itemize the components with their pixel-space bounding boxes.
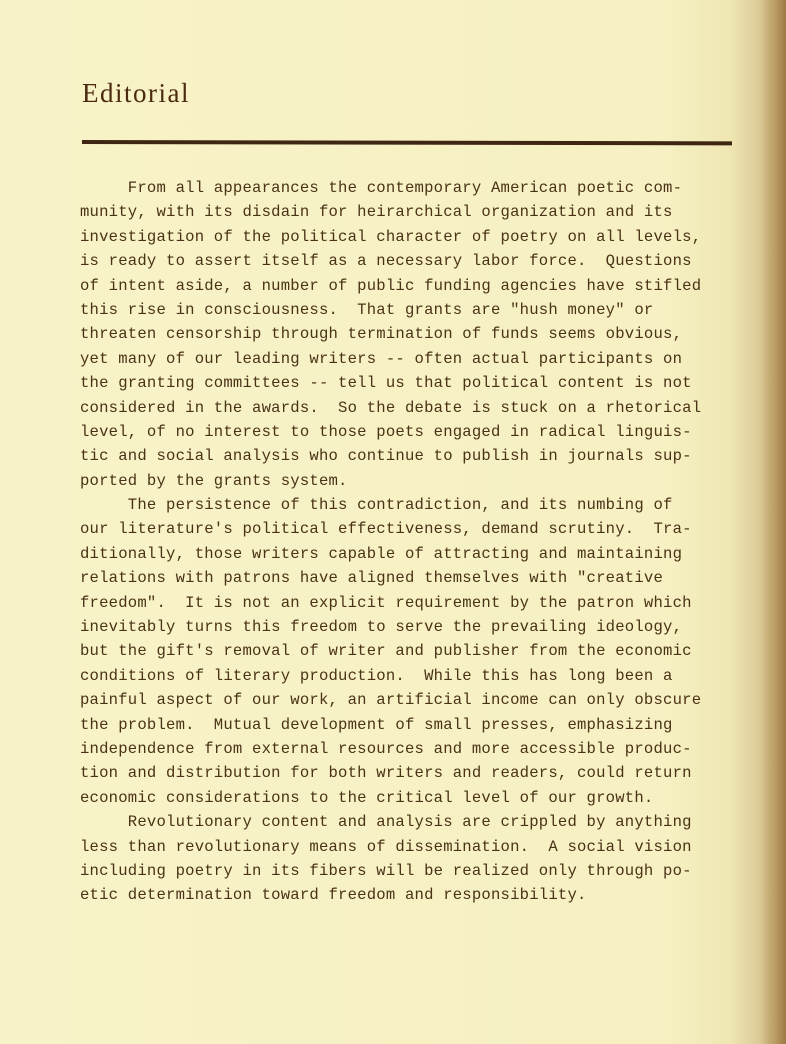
title-divider	[82, 140, 732, 145]
text-line: relations with patrons have aligned themselves with "creative	[80, 569, 664, 588]
text-line: tion and distribution for both writers and readers, could return	[80, 764, 692, 783]
text-line: ported by the grants system.	[80, 471, 348, 490]
text-line: Revolutionary content and analysis are crippled by anything	[80, 813, 692, 832]
text-line: ditionally, those writers capable of attracting and maintaining	[80, 544, 683, 563]
text-line: the granting committees -- tell us that political content is not	[80, 374, 692, 393]
text-line: but the gift's removal of writer and publisher from the economic	[80, 642, 692, 661]
text-line: From all appearances the contemporary American poetic com-	[80, 179, 683, 197]
text-line: considered in the awards. So the debate is stuck on a rhetorical	[80, 398, 702, 417]
text-line: of intent aside, a number of public funding agencies have stifled	[80, 276, 702, 295]
text-line: munity, with its disdain for heirarchical organization and its	[80, 203, 673, 222]
book-spine-shadow	[760, 0, 786, 1044]
text-line: the problem. Mutual development of small presses, emphasizing	[80, 715, 673, 734]
text-line: is ready to assert itself as a necessary labor force. Questions	[80, 252, 692, 271]
text-line: yet many of our leading writers -- often actual participants on	[80, 349, 683, 368]
text-line: investigation of the political character of poetry on all levels,	[80, 227, 702, 246]
editorial-body	[80, 176, 740, 908]
text-line: tic and social analysis who continue to publish in journals sup-	[80, 447, 692, 466]
text-line: including poetry in its fibers will be realized only through po-	[80, 861, 692, 880]
text-line: The persistence of this contradiction, and its numbing of	[80, 496, 673, 515]
text-line: level, of no interest to those poets engaged in radical linguis-	[80, 422, 692, 441]
text-line: independence from external resources and more accessible produc-	[80, 739, 692, 758]
text-line: our literature's political effectiveness, demand scrutiny. Tra-	[80, 520, 692, 539]
text-line: freedom". It is not an explicit requirement by the patron which	[80, 593, 692, 612]
text-line: economic considerations to the critical level of our growth.	[80, 788, 654, 807]
text-line: inevitably turns this freedom to serve the prevailing ideology,	[80, 618, 683, 637]
text-line: less than revolutionary means of dissemination. A social vision	[80, 837, 692, 856]
text-line: painful aspect of our work, an artificial income can only obscure	[80, 691, 702, 710]
text-line: threaten censorship through termination of funds seems obvious,	[80, 325, 683, 344]
page-title: Editorial	[82, 78, 190, 108]
text-line: this rise in consciousness. That grants are "hush money" or	[80, 300, 654, 319]
text-line: etic determination toward freedom and responsibility.	[80, 886, 587, 905]
text-line: conditions of literary production. While this has long been a	[80, 666, 673, 685]
